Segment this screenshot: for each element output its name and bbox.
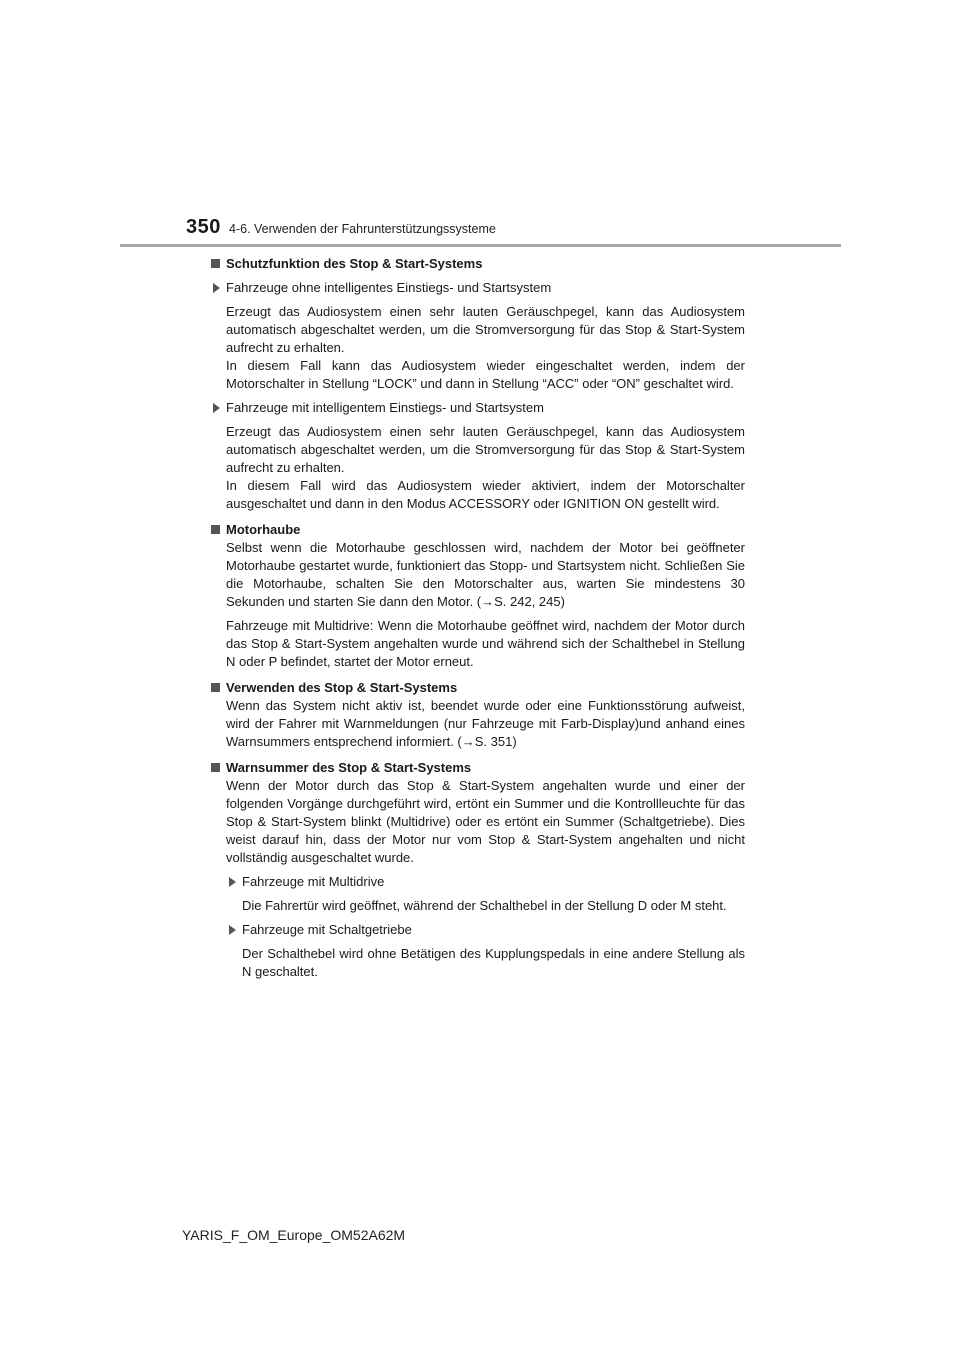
page-number: 350 — [186, 216, 221, 238]
paragraph: In diesem Fall wird das Audiosystem wieder aktiviert, indem der Motorschalter ausgeschaltet und dann in den Modus ACCESSORY oder IGNITION ON gestellt wird. — [226, 478, 745, 511]
subsection-label: Fahrzeuge mit Multidrive — [211, 873, 745, 891]
section-heading: Warnsummer des Stop & Start-Systems — [211, 759, 745, 777]
section-stop-start-protection — [211, 255, 745, 513]
section-warning-buzzer — [211, 759, 745, 981]
paragraph: Fahrzeuge mit Multidrive: Wenn die Motorhaube geöffnet wird, nachdem der Motor durch das Stop & Start-System angehalten wurde und während sich der Schalthebel in Stellung N oder P befindet, startet der Motor erneut. — [226, 618, 745, 669]
paragraph: Selbst wenn die Motorhaube geschlossen wird, nachdem der Motor bei geöffneter Motorhaube gestartet wurde, funktioniert das Stopp- und Startsystem nicht. Schließen Sie die Motorhaube, schalten Sie den Motorschalter aus, warten Sie mindestens 30 Sekunden und starten Sie dann den Motor. (→S. 242, 245) — [226, 540, 745, 609]
paragraph: Erzeugt das Audiosystem einen sehr lauten Geräuschpegel, kann das Audiosystem automatisch abgeschaltet werden, um die Stromversorgung für das Stop & Start-System aufrecht zu erhalten. — [226, 424, 745, 475]
section-heading: Motorhaube — [211, 521, 745, 539]
square-bullet-icon — [211, 683, 220, 692]
section-heading: Verwenden des Stop & Start-Systems — [211, 679, 745, 697]
subsection-label: Fahrzeuge ohne intelligentes Einstiegs- und Startsystem — [211, 279, 745, 297]
header-divider — [120, 244, 841, 247]
paragraph: Wenn das System nicht aktiv ist, beendet wurde oder eine Funktionsstörung aufweist, wird der Fahrer mit Warnmeldungen (nur Fahrzeuge mit Farb-Display)und anhand eines Warnsummers entsprechend informiert. (→S. 351) — [226, 698, 745, 749]
section-title: 4-6. Verwenden der Fahrunterstützungssysteme — [229, 222, 496, 236]
paragraph: Der Schalthebel wird ohne Betätigen des Kupplungspedals in eine andere Stellung als N geschaltet. — [242, 946, 745, 979]
section-heading: Schutzfunktion des Stop & Start-Systems — [211, 255, 745, 273]
paragraph: Die Fahrertür wird geöffnet, während der Schalthebel in der Stellung D oder M steht. — [242, 898, 727, 913]
page-content — [211, 255, 745, 989]
square-bullet-icon — [211, 259, 220, 268]
section-hood — [211, 521, 745, 671]
triangle-bullet-icon — [229, 877, 236, 887]
square-bullet-icon — [211, 525, 220, 534]
triangle-bullet-icon — [213, 403, 220, 413]
document-code: YARIS_F_OM_Europe_OM52A62M — [182, 1227, 406, 1243]
square-bullet-icon — [211, 763, 220, 772]
paragraph: Erzeugt das Audiosystem einen sehr lauten Geräuschpegel, kann das Audiosystem automatisch abgeschaltet werden, um die Stromversorgung für das Stop & Start-System aufrecht zu erhalten. — [226, 304, 745, 355]
triangle-bullet-icon — [213, 283, 220, 293]
section-using-stop-start — [211, 679, 745, 751]
subsection-label: Fahrzeuge mit Schaltgetriebe — [211, 921, 745, 939]
paragraph: In diesem Fall kann das Audiosystem wieder eingeschaltet werden, indem der Motorschalter in Stellung “LOCK” und dann in Stellung “ACC” oder “ON” geschaltet wird. — [226, 358, 745, 391]
paragraph: Wenn der Motor durch das Stop & Start-System angehalten wurde und einer der folgenden Vorgänge durchgeführt wird, ertönt ein Summer und die Kontrollleuchte für das Stop & Start-System blinkt (Multidrive) oder es ertönt ein Summer (Schaltgetriebe). Dies weist darauf hin, dass der Motor nur vom Stop & Start-System angehalten und nicht vollständig ausgeschaltet wurde. — [226, 778, 745, 865]
triangle-bullet-icon — [229, 925, 236, 935]
subsection-label: Fahrzeuge mit intelligentem Einstiegs- und Startsystem — [211, 399, 745, 417]
